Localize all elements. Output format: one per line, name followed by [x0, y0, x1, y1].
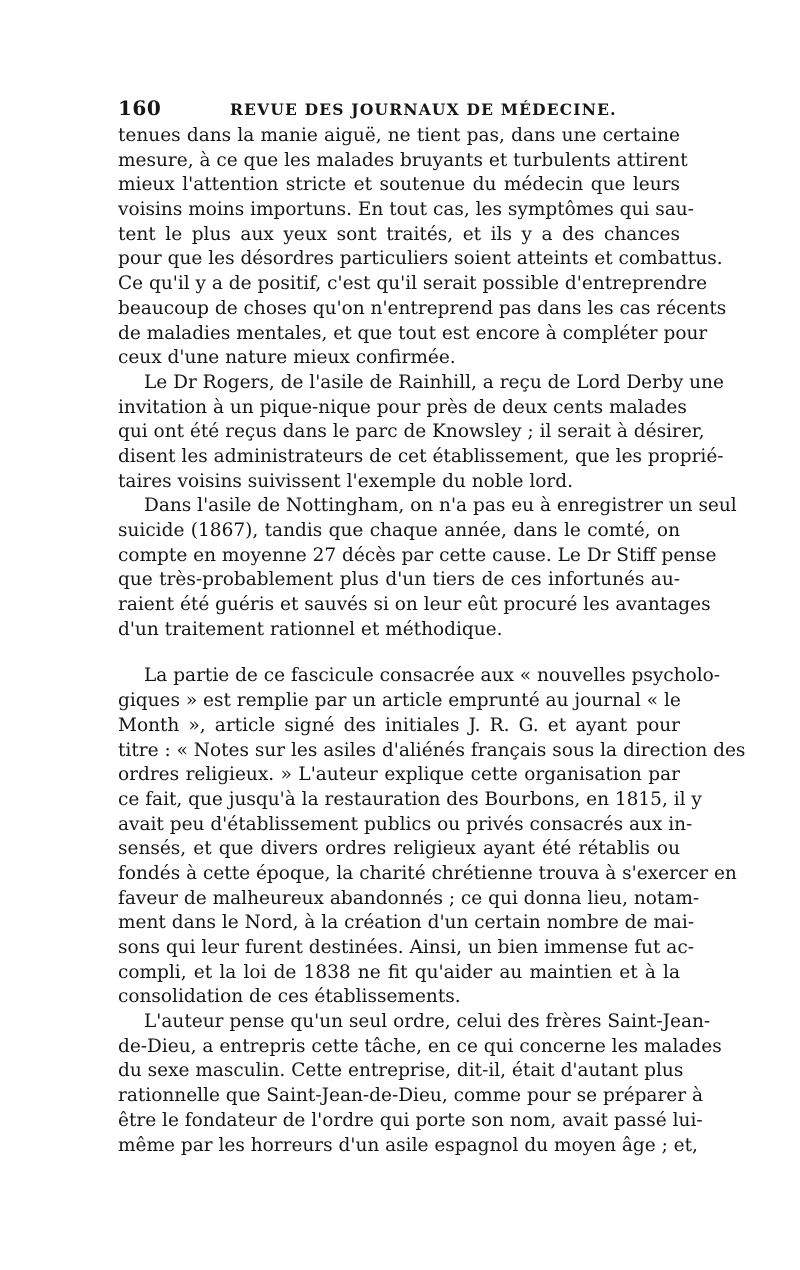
text-line: de-Dieu, a entrepris cette tâche, en ce qui concerne les malades — [118, 1035, 722, 1057]
text-line: Le Dr Rogers, de l'asile de Rainhill, a reçu de Lord Derby une — [144, 371, 724, 393]
text-line: faveur de malheureux abandonnés ; ce qui donna lieu, notam- — [118, 887, 700, 909]
text-line: sensés, et que divers ordres religieux ayant été rétablis ou — [118, 838, 680, 860]
paragraph-5 — [118, 1010, 722, 1158]
running-title: REVUE DES JOURNAUX DE MÉDECINE. — [230, 100, 617, 119]
text-line: Dans l'asile de Nottingham, on n'a pas eu à enregistrer un seul — [144, 495, 737, 517]
text-line: giques » est remplie par un article emprunté au journal « le — [118, 690, 681, 712]
text-line: consolidation de ces établissements. — [118, 986, 461, 1008]
text-line: La partie de ce fascicule consacrée aux « nouvelles psycholo- — [144, 665, 721, 687]
text-line: invitation à un pique-nique pour près de deux cents malades — [118, 396, 687, 418]
text-line: Ce qu'il y a de positif, c'est qu'il serait possible d'entreprendre — [118, 273, 708, 295]
text-line: sons qui leur furent destinées. Ainsi, un bien immense fut ac- — [118, 937, 694, 958]
text-line: L'auteur pense qu'un seul ordre, celui des frères Saint-Jean- — [144, 1011, 711, 1033]
section-gap — [118, 642, 680, 664]
body-text — [118, 124, 746, 1158]
paragraph-4 — [118, 664, 746, 1010]
text-line: ce fait, que jusqu'à la restauration des Bourbons, en 1815, il y — [118, 788, 702, 810]
text-line: tent le plus aux yeux sont traités, et ils y a des chances — [118, 223, 680, 245]
text-line: rationnelle que Saint-Jean-de-Dieu, comme pour se préparer à — [118, 1085, 703, 1107]
paragraph-1 — [118, 124, 727, 371]
text-line: tenues dans la manie aiguë, ne tient pas, dans une certaine — [118, 125, 680, 146]
text-line: du sexe masculin. Cette entreprise, dit-il, était d'autant plus — [118, 1060, 684, 1082]
text-line: disent les administrateurs de cet établissement, que les proprié- — [118, 445, 724, 467]
paragraph-2 — [118, 371, 724, 494]
text-line: mesure, à ce que les malades bruyants et turbulents attirent — [118, 149, 688, 171]
text-line: suicide (1867), tandis que chaque année, dans le comté, on — [118, 520, 680, 541]
page-number: 160 — [118, 96, 162, 120]
text-line: ceux d'une nature mieux confirmée. — [118, 347, 456, 369]
text-line: ordres religieux. » L'auteur explique cette organisation par — [118, 764, 680, 786]
text-line: qui ont été reçus dans le parc de Knowsley ; il serait à désirer, — [118, 421, 705, 443]
text-line: raient été guéris et sauvés si on leur eût procuré les avantages — [118, 594, 711, 616]
text-line: avait peu d'établissement publics ou privés consacrés aux in- — [118, 813, 693, 835]
text-line: ment dans le Nord, à la création d'un certain nombre de mai- — [118, 912, 695, 934]
text-line: que très-probablement plus d'un tiers de ces infortunés au- — [118, 569, 680, 591]
text-line: voisins moins importuns. En tout cas, les symptômes qui sau- — [118, 199, 694, 221]
text-line: être le fondateur de l'ordre qui porte son nom, avait passé lui- — [118, 1109, 703, 1131]
text-line: compte en moyenne 27 décès par cette cause. Le Dr Stiff pense — [118, 544, 717, 566]
text-line: taires voisins suivissent l'exemple du noble lord. — [118, 470, 573, 492]
text-line: même par les horreurs d'un asile espagnol du moyen âge ; et, — [118, 1134, 698, 1156]
text-line: titre : « Notes sur les asiles d'aliénés français sous la direction des — [118, 739, 746, 761]
page-header — [118, 96, 678, 120]
text-line: de maladies mentales, et que tout est encore à compléter pour — [118, 322, 708, 344]
paragraph-3 — [118, 494, 737, 642]
text-line: compli, et la loi de 1838 ne fit qu'aider au maintien et à la — [118, 961, 680, 983]
text-line: fondés à cette époque, la charité chrétienne trouva à s'exercer en — [118, 862, 737, 884]
text-line: d'un traitement rationnel et méthodique. — [118, 618, 503, 640]
text-line: Month », article signé des initiales J. R. G. et ayant pour — [118, 714, 680, 736]
text-line: pour que les désordres particuliers soient atteints et combattus. — [118, 248, 723, 270]
text-line: mieux l'attention stricte et soutenue du médecin que leurs — [118, 174, 680, 196]
text-line: beaucoup de choses qu'on n'entreprend pas dans les cas récents — [118, 297, 727, 319]
